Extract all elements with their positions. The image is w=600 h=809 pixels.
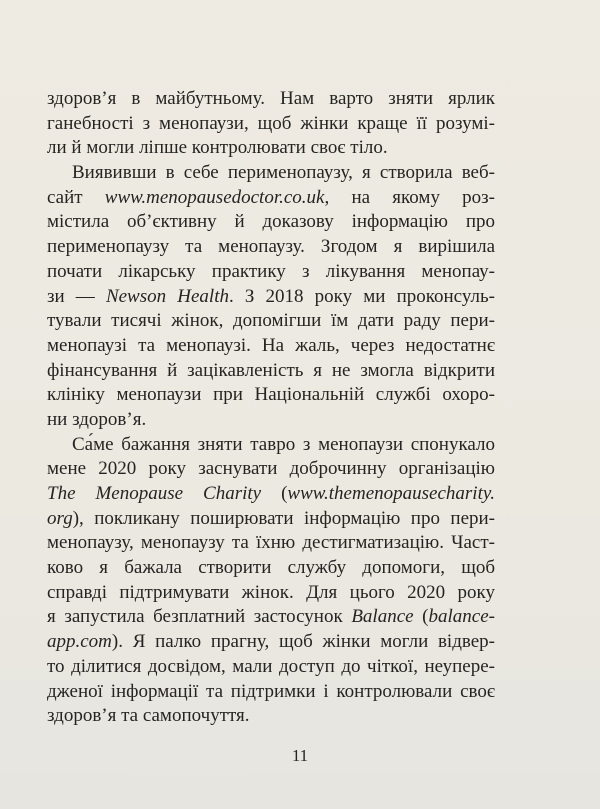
text-segment: ково я бажала створити службу допомоги, щоб [47, 557, 495, 579]
text-line [47, 87, 495, 112]
text-segment: ни здоров’я. [47, 408, 147, 430]
italic-text-segment: balance- [428, 606, 495, 628]
text-line [47, 383, 495, 408]
text-line [47, 605, 495, 630]
text-segment: дженої інформації та підтримки і контролювали своє [47, 680, 495, 702]
italic-text-segment: app.com [47, 631, 112, 653]
italic-text-segment: www.themenopausecharity. [287, 483, 495, 504]
text-line [47, 235, 495, 260]
page-body-text [47, 87, 495, 729]
text-segment: зи — [47, 285, 106, 307]
text-segment: тували тисячі жінок, допомігши їм дати раду пери- [47, 310, 495, 332]
text-line [47, 408, 495, 433]
italic-text-segment: Balance [351, 606, 414, 628]
text-segment: перименопаузу та менопаузу. Згодом я вирішила [47, 236, 495, 258]
text-line [47, 359, 495, 384]
text-segment: Са́ме бажання зняти тавро з менопаузи спонукало [72, 433, 495, 455]
text-line [47, 655, 495, 680]
text-line [47, 161, 495, 186]
italic-text-segment: Newson Health [105, 285, 229, 307]
text-line [47, 556, 495, 581]
text-segment: фінансування й зацікавленість я не змогла відкрити [47, 359, 495, 381]
text-line [47, 704, 495, 729]
text-line [47, 482, 495, 507]
text-segment: ). Я палко прагну, щоб жінки могли відвер- [111, 631, 495, 653]
text-segment: ли й могли ліпше контролювати своє тіло. [47, 137, 388, 159]
text-segment: ганебності з менопаузи, щоб жінки краще її розумі- [47, 112, 495, 134]
text-segment: містила об’єктивну й доказову інформацію про [47, 211, 495, 233]
text-line [47, 433, 495, 458]
text-line [47, 334, 495, 359]
text-segment: справді підтримувати жінок. Для цього 2020 року [47, 581, 495, 603]
text-segment: то ділитися досвідом, мали доступ до чіткої, неупере- [47, 655, 495, 677]
italic-text-segment: The Menopause Charity [47, 483, 262, 504]
text-segment: менопаузі та менопаузі. На жаль, через недостатнє [47, 334, 495, 356]
text-segment: почати лікарську практику з лікування менопау- [47, 260, 495, 282]
text-line [47, 531, 495, 556]
text-line [47, 457, 495, 482]
text-segment: менопаузу, менопаузу та їхню дестигматизацію. Част- [47, 532, 495, 554]
text-line [47, 112, 495, 137]
text-segment: я запустила безплатний застосунок [47, 606, 352, 628]
text-segment: ), покликану поширювати інформацію про пери- [72, 507, 495, 529]
text-line [47, 309, 495, 334]
text-segment: Виявивши в себе перименопаузу, я створила веб- [72, 162, 495, 184]
text-line [47, 507, 495, 532]
page-number: 11 [291, 746, 309, 765]
text-segment: сайт [47, 186, 105, 208]
text-line [47, 581, 495, 606]
text-line [47, 285, 495, 310]
italic-text-segment: org [47, 507, 73, 529]
text-segment: клініку менопаузи при Національній службі охоро- [47, 384, 495, 406]
text-segment: . З 2018 року ми проконсуль- [228, 285, 495, 307]
text-line [47, 136, 495, 161]
text-line [47, 210, 495, 235]
text-segment: ( [413, 606, 429, 628]
text-segment: , на якому роз- [324, 186, 495, 208]
text-segment: здоров’я в майбутньому. Нам варто зняти ярлик [47, 88, 495, 109]
text-line [47, 630, 495, 655]
text-segment: мене 2020 року заснувати доброчинну організацію [47, 458, 495, 480]
text-line [47, 186, 495, 211]
text-segment: ( [261, 483, 288, 504]
text-line [47, 680, 495, 705]
text-line [47, 260, 495, 285]
italic-text-segment: www.menopausedoctor.co.uk [104, 186, 325, 208]
text-segment: здоров’я та самопочуття. [47, 705, 250, 727]
